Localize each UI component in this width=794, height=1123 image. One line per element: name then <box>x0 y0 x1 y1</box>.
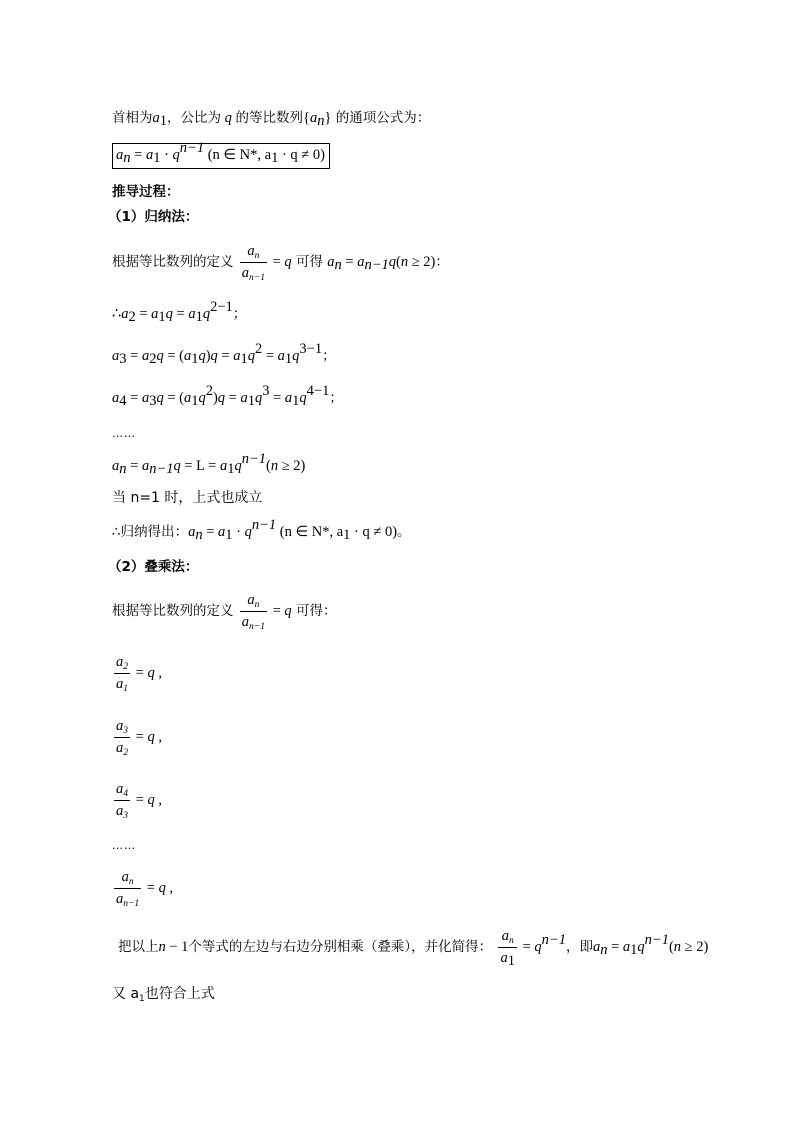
conclusion-condition: (n ∈ N*, a <box>279 524 344 540</box>
intro-line: 首相为$a_1$，公比为 q 的等比数列$\{a_n\}$ 的通项公式为： <box>112 110 431 129</box>
step-a3: $a_3 = a_2q = (a_1q)q = a_1q^2 = a_1q^{3-1}$； <box>112 341 336 367</box>
general-formula-box: $a_n = a_1 \cdot q^{n-1}$ (n ∈ N*, $a_1 \cdot q \ne 0$) <box>112 148 330 163</box>
final-line <box>112 986 215 1004</box>
step-an: $a_n = a_{n-1}q = L = a_1q^{n-1}(n \ge 2)$ <box>112 451 306 477</box>
final-suffix: 也符合上式 <box>144 986 215 1002</box>
ratio-a3-a2: $\frac{a_3}{a_2}$ = q , <box>116 718 162 758</box>
conclusion-prefix: ∴归纳得出： <box>112 524 189 540</box>
mult-mid: 个等式的左边与右边分别相乘（叠乘），并化简得： <box>188 939 493 955</box>
method1-def-mid: 可得 <box>295 254 323 270</box>
conclusion-suffix: 。 <box>397 524 411 540</box>
method1-conclusion: ∴归纳得出：$a_n = a_1 \cdot q^{n-1}$ (n ∈ N*, $a_1 \cdot q \ne 0$)。 <box>112 517 411 543</box>
method2-definition: 根据等比数列的定义 $\frac{a_n}{a_{n-1}}$ = q 可得： <box>112 592 337 632</box>
formula-condition: (n ∈ N*, a <box>207 147 272 163</box>
ratio-an-an1: $\frac{a_n}{a_{n-1}}$ = q , <box>116 869 174 909</box>
method1-def-prefix: 根据等比数列的定义 <box>112 254 234 270</box>
formula-condition-2: · q ≠ 0) <box>278 147 325 163</box>
step-a2: $\therefore a_2 = a_1q = a_1q^{2-1}$； <box>112 299 247 325</box>
method2-def-prefix: 根据等比数列的定义 <box>112 603 234 619</box>
conclusion-condition-2: · q ≠ 0) <box>350 524 398 540</box>
derivation-heading: 推导过程： <box>112 184 180 200</box>
ratio-a2-a1: $\frac{a_2}{a_1}$ = q , <box>116 654 162 694</box>
final-sub: 1 <box>139 994 145 1004</box>
final-text: 又 a <box>112 986 140 1002</box>
method1-definition: 根据等比数列的定义 $\frac{a_n}{a_{n-1}}$ = q 可得 $a_n = a_{n-1}q(n \ge 2)$： <box>112 243 449 283</box>
mult-prefix: 把以上 <box>118 939 159 955</box>
method1-heading: （1）归纳法： <box>108 209 199 225</box>
method2-heading: （2）叠乘法： <box>108 559 199 575</box>
ellipsis-2: …… <box>112 839 136 852</box>
intro-text-4: 的通项公式为： <box>335 110 431 126</box>
multiplication-summary: 把以上n − 1个等式的左边与右边分别相乘（叠乘），并化简得： $\frac{a_n}{a_1}$ = $q^{n-1}$，即$a_n = a_1q^{n-1}(n \ge 2)$ <box>118 928 709 969</box>
n1-holds: 当 n=1 时，上式也成立 <box>112 490 263 506</box>
intro-text-2: ，公比为 <box>167 110 221 126</box>
mult-mid2: ，即 <box>565 939 593 955</box>
method2-def-suffix: 可得： <box>295 603 337 619</box>
intro-text-1: 首相为 <box>112 110 153 126</box>
ratio-a4-a3: $\frac{a_4}{a_3}$ = q , <box>116 781 162 821</box>
ellipsis-1: …… <box>112 427 136 440</box>
method1-def-suffix: ： <box>435 254 449 270</box>
intro-text-3: 的等比数列 <box>235 110 303 126</box>
step-a4: $a_4 = a_3q = (a_1q^2)q = a_1q^3 = a_1q^{4-1}$； <box>112 383 343 409</box>
